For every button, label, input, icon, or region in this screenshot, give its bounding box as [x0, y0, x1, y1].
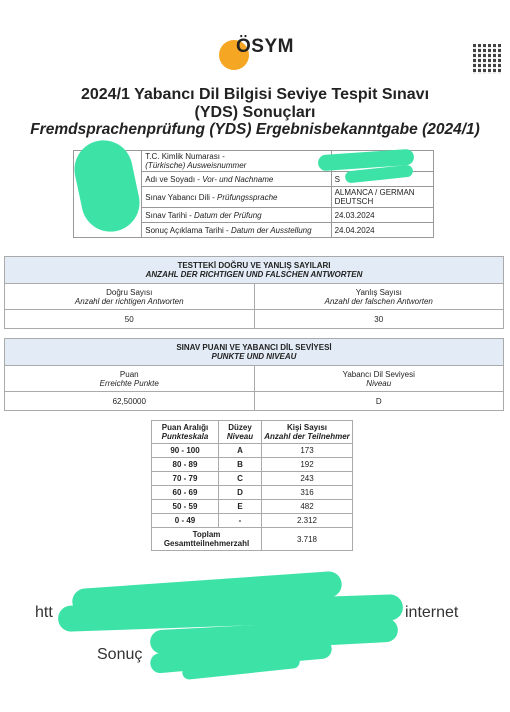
footer-url-start: htt: [35, 604, 53, 621]
page-title-german: Fremdsprachenprüfung (YDS) Ergebnisbekanntgabe (2024/1): [30, 121, 480, 138]
answers-table: [4, 256, 504, 329]
exam-date-value: 24.03.2024: [331, 208, 433, 223]
table-row: 80 - 89 B 192: [152, 458, 353, 472]
osym-logo-text: ÖSYM: [236, 36, 294, 57]
level-label: Yabancı Dil Seviyesi: [342, 369, 415, 379]
answers-title-german: ANZAHL DER RICHTIGEN UND FALSCHEN ANTWORTEN: [145, 270, 363, 279]
score-title-german: PUNKTE UND NIVEAU: [211, 352, 297, 361]
points-label: Puan: [119, 369, 139, 379]
page-title-line2: (YDS) Sonuçları: [194, 104, 316, 121]
correct-label-german: Anzahl der richtigen Antworten: [74, 296, 184, 306]
level-label-german: Niveau: [366, 378, 392, 388]
info-row: Adı ve Soyadı - Vor- und Nachname S: [74, 172, 434, 187]
page-title: 2024/1 Yabancı Dil Bilgisi Seviye Tespit Sınavı: [80, 86, 430, 103]
name-value: S: [331, 172, 433, 187]
scale-header-row: Puan Aralığı Punkteskala Düzey Niveau Kişi Sayısı Anzahl der Teilnehmer: [152, 421, 353, 444]
col-range-header: Puan Aralığı: [161, 423, 209, 432]
info-row: Sınav Tarihi - Datum der Prüfung 24.03.2024: [74, 208, 434, 223]
score-title: SINAV PUANI VE YABANCI DİL SEVİYESİ: [176, 343, 332, 352]
exam-language-value: ALMANCA / GERMAN DEUTSCH: [331, 187, 433, 208]
qr-code-icon: [473, 44, 503, 74]
level-value: D: [254, 392, 504, 411]
table-row: 60 - 69 D 316: [152, 486, 353, 500]
points-label-german: Erreichte Punkte: [99, 378, 159, 388]
result-date-value: 24.04.2024: [331, 223, 433, 238]
total-row: Toplam Gesamtteilnehmerzahl 3.718: [152, 528, 353, 551]
table-row: 70 - 79 C 243: [152, 472, 353, 486]
info-row: Sınav Yabancı Dili - Prüfungssprache ALMANCA / GERMAN DEUTSCH: [74, 187, 434, 208]
correct-label: Doğru Sayısı: [106, 287, 153, 297]
score-table: [4, 338, 504, 411]
footer-url-end: internet: [405, 604, 459, 621]
footer-line-start: Sonuç: [97, 646, 143, 663]
col-level-header: Düzey: [228, 423, 252, 432]
wrong-label: Yanlış Sayısı: [355, 287, 402, 297]
wrong-label-german: Anzahl der falschen Antworten: [324, 296, 433, 306]
table-row: 90 - 100 A 173: [152, 444, 353, 458]
points-value: 62,50000: [5, 392, 255, 411]
table-row: 0 - 49 - 2.312: [152, 514, 353, 528]
info-row: Sonuç Açıklama Tarihi - Datum der Ausstellung 24.04.2024: [74, 223, 434, 238]
correct-count: 50: [5, 310, 255, 329]
total-label: Toplam: [192, 530, 221, 539]
col-count-header: Kişi Sayısı: [286, 423, 328, 432]
total-value: 3.718: [262, 528, 353, 551]
wrong-count: 30: [254, 310, 504, 329]
info-row: T.C. Kimlik Numarası - (Türkische) Ausweisnummer: [74, 151, 434, 172]
table-row: 50 - 59 E 482: [152, 500, 353, 514]
score-scale-table: [151, 420, 353, 551]
answers-title: TESTTEKİ DOĞRU VE YANLIŞ SAYILARI: [177, 261, 331, 270]
